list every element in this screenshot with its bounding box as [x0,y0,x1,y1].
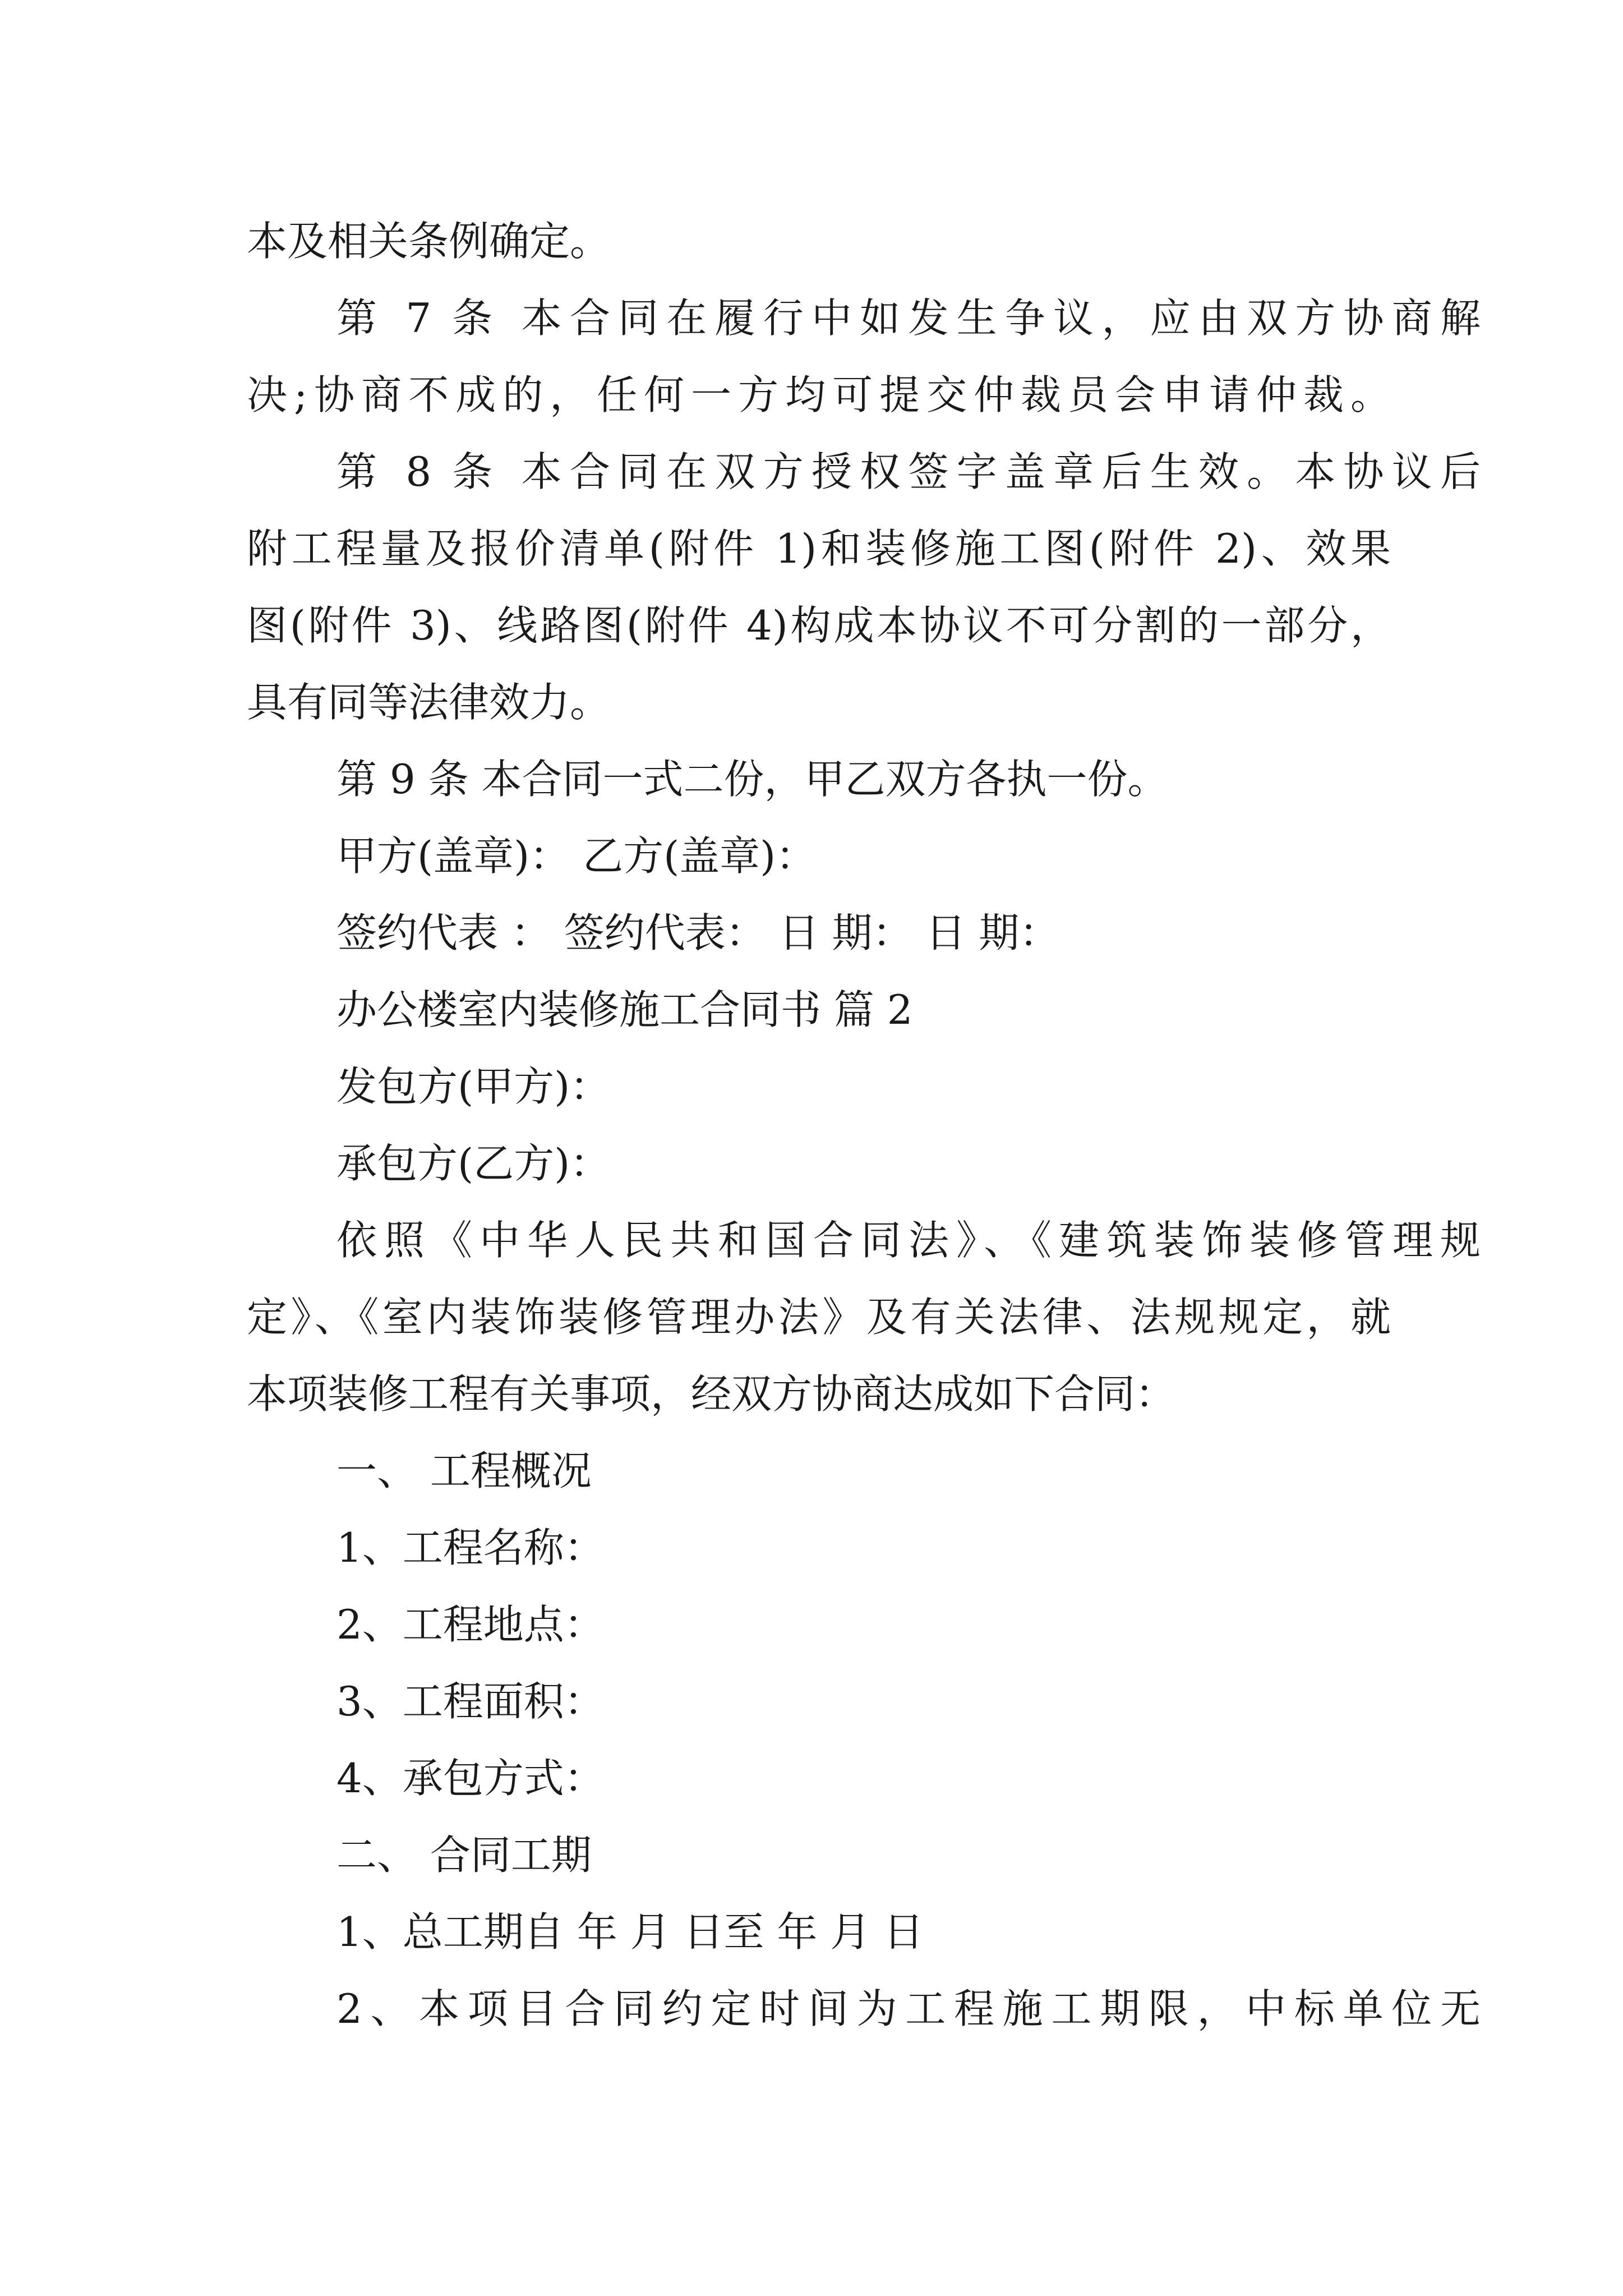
text-line-19: 2、工程地点： [336,1601,605,1648]
text-line-24: 2、本项目合同约定时间为工程施工期限，中标单位无 [336,1985,1481,2032]
text-line-21: 4、承包方式： [336,1755,605,1802]
text-line-7: 具有同等法律效力。 [247,679,611,726]
text-line-1: 本及相关条例确定。 [247,218,611,265]
text-line-20: 3、工程面积： [336,1678,605,1725]
text-line-12: 发包方(甲方)： [336,1063,611,1110]
text-line-14: 依照《中华人民共和国合同法》、《建筑装饰装修管理规 [336,1217,1481,1264]
text-line-5: 附工程量及报价清单(附件 1)和装修施工图(附件 2)、效果 [247,525,1391,572]
text-line-17: 一、 工程概况 [336,1447,592,1494]
text-line-2: 第 7 条 本合同在履行中如发生争议，应由双方协商解 [336,295,1481,342]
text-line-18: 1、工程名称： [336,1524,605,1571]
text-line-23: 1、总工期自 年 月 日至 年 月 日 [336,1908,924,1955]
text-line-16: 本项装修工程有关事项，经双方协商达成如下合同： [247,1370,1176,1418]
text-line-10: 签约代表 ： 签约代表： 日 期： 日 期： [336,909,1060,956]
text-line-8: 第 9 条 本合同一式二份，甲乙双方各执一份。 [336,756,1168,803]
text-line-9: 甲方(盖章)： 乙方(盖章)： [336,832,817,880]
text-line-13: 承包方(乙方)： [336,1140,611,1187]
text-line-3: 决;协商不成的，任何一方均可提交仲裁员会申请仲裁。 [247,371,1391,418]
text-line-22: 二、 合同工期 [336,1832,592,1879]
text-line-4: 第 8 条 本合同在双方授权签字盖章后生效。本协议后 [336,448,1481,495]
text-line-6: 图(附件 3)、线路图(附件 4)构成本协议不可分割的一部分， [247,602,1391,649]
text-line-11: 办公楼室内装修施工合同书 篇 2 [336,986,913,1033]
text-line-15: 定》、《室内装饰装修管理办法》及有关法律、法规规定，就 [247,1294,1391,1341]
